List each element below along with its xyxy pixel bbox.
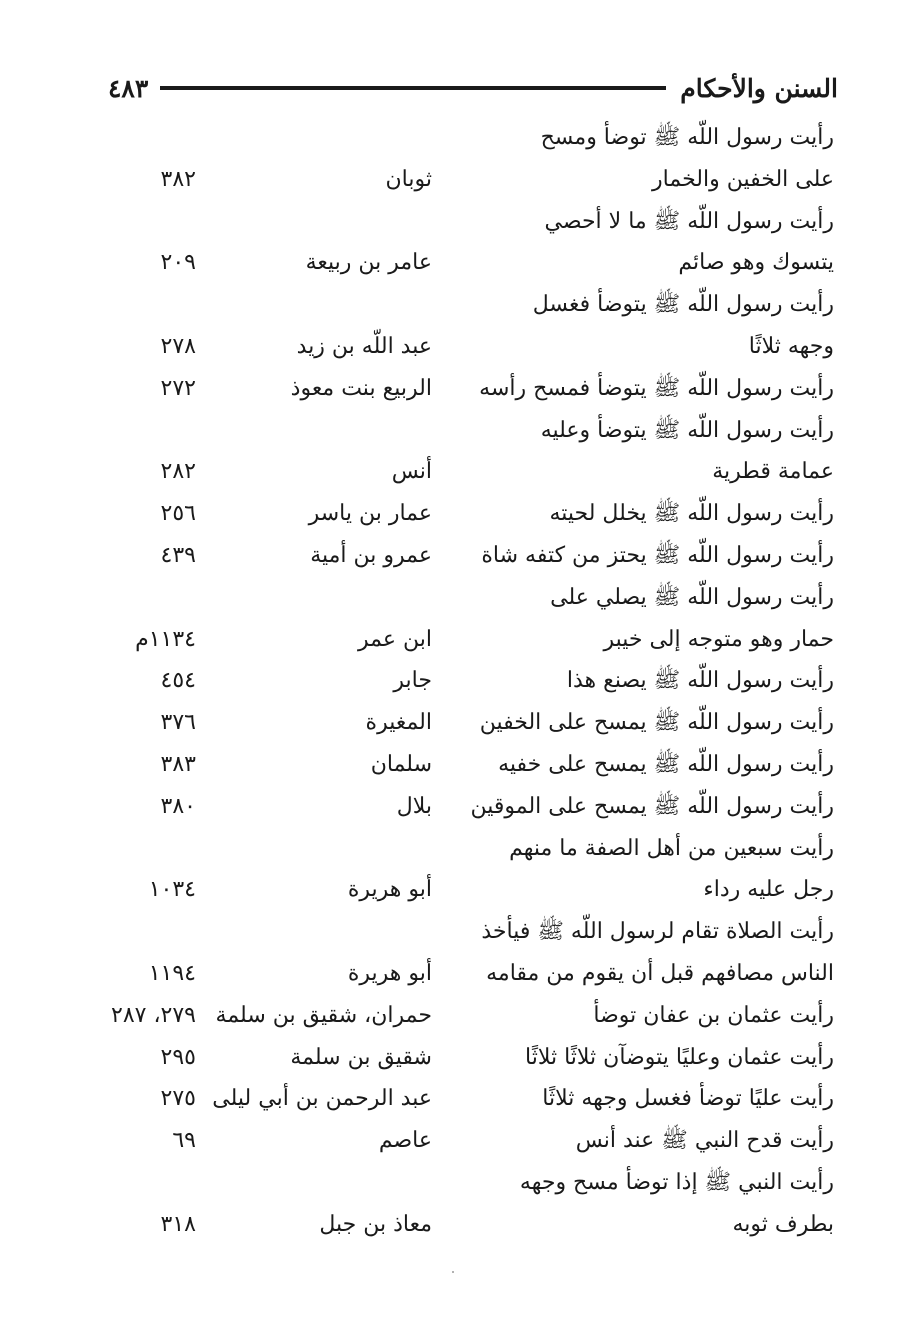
narrator-name: عبد اللّه بن زيد [296, 333, 432, 359]
index-row [0, 410, 912, 452]
index-row [0, 953, 912, 995]
index-row [0, 702, 912, 744]
hadith-number: ١١٣٤م [135, 626, 196, 652]
hadith-number: ٢٧٩، ٢٨٧ [111, 1002, 196, 1028]
scan-speck [452, 1271, 454, 1273]
index-row [0, 284, 912, 326]
index-row [0, 117, 912, 159]
hadith-number: ٣٨٣ [160, 751, 196, 777]
hadith-text: رأيت الصلاة تقام لرسول اللّه ﷺ فيأخذ [481, 919, 834, 945]
index-row [0, 535, 912, 577]
hadith-text: رأيت رسول اللّه ﷺ توضأ ومسح [540, 125, 834, 150]
index-row [0, 786, 912, 828]
narrator-name: أبو هريرة [347, 877, 432, 903]
hadith-text: رجل عليه رداء [703, 877, 834, 903]
hadith-text: حمار وهو متوجه إلى خيبر [603, 626, 834, 652]
header-rule [160, 86, 666, 90]
hadith-text: رأيت رسول اللّه ﷺ يتوضأ وعليه [540, 417, 834, 443]
narrator-name: المغيرة [365, 710, 432, 736]
index-row [0, 451, 912, 493]
narrator-name: جابر [393, 668, 432, 694]
hadith-number: ٣٨٠ [160, 793, 196, 819]
narrator-name: ابن عمر [358, 626, 432, 652]
hadith-number: ٢٧٨ [160, 333, 196, 359]
hadith-text: رأيت رسول اللّه ﷺ يصنع هذا [566, 668, 834, 694]
index-row [0, 577, 912, 619]
hadith-text: رأيت رسول اللّه ﷺ يتوضأ فغسل [532, 292, 834, 318]
hadith-number: ٣١٨ [160, 1211, 196, 1237]
index-row [0, 660, 912, 702]
index-row [0, 911, 912, 953]
index-row [0, 744, 912, 786]
hadith-number: ٢٧٢ [160, 375, 196, 401]
hadith-number: ١١٩٤ [148, 960, 196, 986]
hadith-number: ٣٨٢ [160, 166, 196, 192]
page-number: ٤٨٣ [108, 73, 149, 103]
narrator-name: عامر بن ربيعة [305, 250, 432, 276]
narrator-name: شقيق بن سلمة [290, 1044, 432, 1070]
index-row [0, 493, 912, 535]
hadith-number: ٣٧٦ [160, 710, 196, 736]
hadith-number: ٤٥٤ [160, 668, 196, 694]
hadith-text: رأيت سبعين من أهل الصفة ما منهم [509, 835, 834, 861]
hadith-text: رأيت عثمان بن عفان توضأ [593, 1002, 834, 1028]
hadith-text: رأيت رسول اللّه ﷺ ما لا أحصي [544, 208, 834, 234]
narrator-name: بلال [396, 793, 432, 819]
hadith-text: الناس مصافهم قبل أن يقوم من مقامه [486, 960, 834, 986]
hadith-text: رأيت رسول اللّه ﷺ يمسح على الموقين [470, 793, 834, 819]
narrator-name: عاصم [378, 1128, 432, 1154]
hadith-text: رأيت عليًا توضأ فغسل وجهه ثلاثًا [542, 1086, 834, 1112]
narrator-name: الربيع بنت معوذ [290, 375, 432, 401]
index-row [0, 1078, 912, 1120]
hadith-number: ٢٩٥ [160, 1044, 196, 1070]
index-row [0, 869, 912, 911]
index-row [0, 828, 912, 870]
narrator-name: ثوبان [385, 166, 432, 192]
index-row [0, 1037, 912, 1079]
narrator-name: أبو هريرة [347, 960, 432, 986]
index-row [0, 326, 912, 368]
hadith-text: رأيت رسول اللّه ﷺ يحتز من كتفه شاة [481, 542, 834, 568]
index-row [0, 159, 912, 201]
hadith-text: رأيت عثمان وعليًا يتوضآن ثلاثًا ثلاثًا [525, 1044, 834, 1070]
hadith-number: ١٠٣٤ [148, 877, 196, 903]
narrator-name: معاذ بن جبل [319, 1211, 432, 1237]
index-row [0, 368, 912, 410]
hadith-text: وجهه ثلاثًا [748, 333, 834, 359]
hadith-text: على الخفين والخمار [652, 166, 834, 192]
hadith-number: ٢٥٦ [160, 501, 196, 527]
narrator-name: سلمان [370, 751, 432, 777]
hadith-number: ٦٩ [172, 1128, 196, 1154]
hadith-text: رأيت قدح النبي ﷺ عند أنس [575, 1128, 834, 1154]
hadith-text: عمامة قطرية [712, 459, 834, 485]
hadith-number: ٢٨٢ [160, 459, 196, 485]
index-row [0, 242, 912, 284]
hadith-text: رأيت النبي ﷺ إذا توضأ مسح وجهه [519, 1169, 834, 1195]
hadith-number: ٢٠٩ [160, 250, 196, 276]
hadith-text: رأيت رسول اللّه ﷺ يمسح على خفيه [498, 751, 834, 777]
hadith-number: ٤٣٩ [160, 542, 196, 568]
narrator-name: حمران، شقيق بن سلمة [215, 1002, 432, 1028]
narrator-name: عمار بن ياسر [308, 501, 432, 527]
index-row [0, 1204, 912, 1246]
index-row [0, 1162, 912, 1204]
narrator-name: أنس [391, 459, 432, 485]
hadith-text: بطرف ثوبه [732, 1211, 834, 1237]
hadith-number: ٢٧٥ [160, 1086, 196, 1112]
narrator-name: عبد الرحمن بن أبي ليلى [212, 1086, 432, 1112]
hadith-text: رأيت رسول اللّه ﷺ يخلل لحيته [549, 501, 834, 527]
index-row [0, 995, 912, 1037]
running-title: السنن والأحكام [680, 73, 838, 103]
hadith-index-list [0, 117, 912, 1246]
narrator-name: عمرو بن أمية [310, 542, 432, 568]
hadith-text: رأيت رسول اللّه ﷺ يتوضأ فمسح رأسه [479, 375, 834, 401]
index-row [0, 201, 912, 243]
hadith-text: يتسوك وهو صائم [678, 250, 834, 276]
page-header [108, 62, 838, 114]
hadith-text: رأيت رسول اللّه ﷺ يمسح على الخفين [479, 710, 834, 736]
index-row [0, 1120, 912, 1162]
index-row [0, 619, 912, 661]
hadith-text: رأيت رسول اللّه ﷺ يصلي على [550, 584, 834, 610]
